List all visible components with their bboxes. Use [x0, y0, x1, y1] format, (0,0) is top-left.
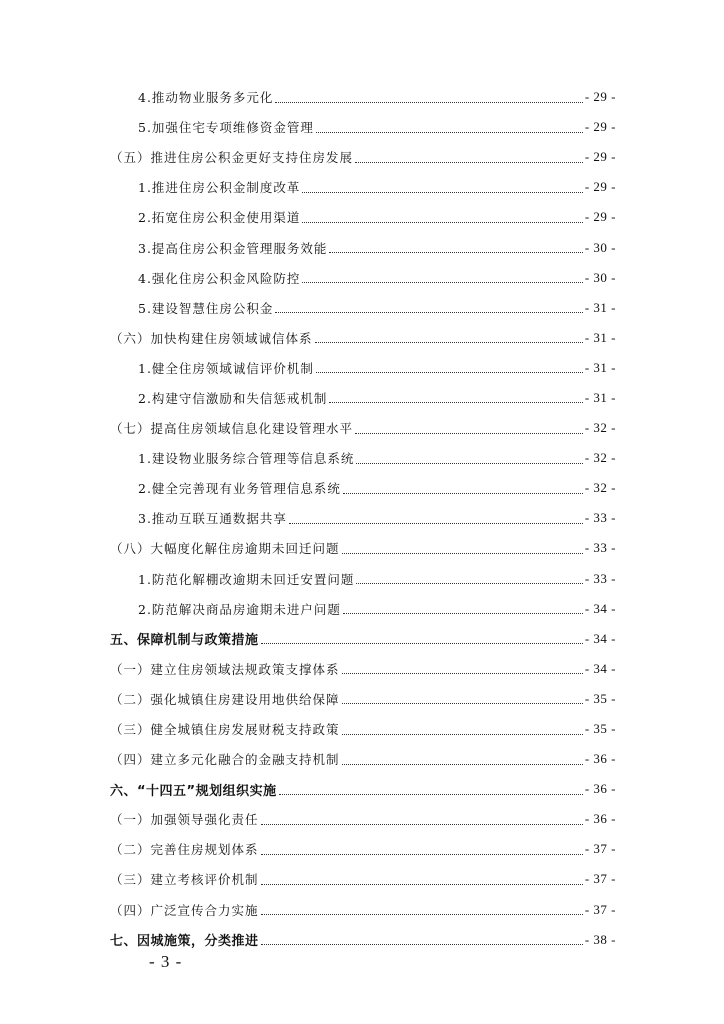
toc-entry-title: 5.加强住宅专项维修资金管理	[138, 120, 314, 136]
toc-entry[interactable]	[0, 383, 724, 413]
toc-entry-page: - 32 -	[584, 420, 616, 436]
toc-entry[interactable]	[0, 895, 724, 925]
toc-entry-title: （二）强化城镇住房建设用地供给保障	[110, 691, 340, 707]
page-number: - 3 -	[149, 952, 183, 971]
toc-entry-title: 3.提高住房公积金管理服务效能	[138, 240, 328, 256]
toc-entry-page: - 29 -	[584, 179, 616, 195]
toc-leader-dots	[289, 523, 583, 524]
toc-entry-title: （五）推进住房公积金更好支持住房发展	[110, 150, 354, 166]
toc-entry-page: - 29 -	[584, 119, 616, 135]
toc-leader-dots	[302, 192, 582, 193]
toc-entry-title: 2.健全完善现有业务管理信息系统	[138, 481, 341, 497]
toc-entry[interactable]	[0, 232, 724, 262]
toc-entry[interactable]	[0, 654, 724, 684]
toc-entry-page: - 33 -	[584, 510, 616, 526]
toc-entry-page: - 31 -	[584, 359, 616, 375]
toc-entry-page: - 29 -	[584, 209, 616, 225]
toc-leader-dots	[343, 493, 583, 494]
toc-entry-title: 5.建设智慧住房公积金	[138, 300, 274, 316]
toc-leader-dots	[329, 252, 582, 253]
toc-leader-dots	[316, 372, 583, 373]
toc-entry-page: - 30 -	[584, 239, 616, 255]
toc-entry-page: - 38 -	[584, 931, 616, 947]
toc-entry-page: - 35 -	[584, 721, 616, 737]
toc-entry[interactable]	[0, 172, 724, 202]
toc-entry-page: - 36 -	[584, 751, 616, 767]
toc-entry[interactable]	[0, 112, 724, 142]
toc-entry-title: （二）完善住房规划体系	[110, 842, 259, 858]
toc-entry-page: - 34 -	[584, 660, 616, 676]
toc-entry-title: （四）建立多元化融合的金融支持机制	[110, 752, 340, 768]
toc-leader-dots	[261, 884, 583, 885]
toc-entry[interactable]	[0, 263, 724, 293]
toc-entry[interactable]	[0, 624, 724, 654]
toc-entry-title: （一）加强领导强化责任	[110, 812, 259, 828]
toc-entry[interactable]	[0, 774, 724, 804]
toc-entry-title: 4.强化住房公积金风险防控	[138, 270, 301, 286]
toc-leader-dots	[275, 102, 582, 103]
toc-entry-title: 1.健全住房领域诚信评价机制	[138, 360, 314, 376]
toc-entry-page: - 32 -	[584, 480, 616, 496]
toc-entry-title: 2.防范解决商品房逾期未进户问题	[138, 601, 341, 617]
toc-leader-dots	[342, 764, 583, 765]
toc-leader-dots	[279, 794, 583, 795]
toc-leader-dots	[261, 824, 583, 825]
toc-entry-page: - 37 -	[584, 841, 616, 857]
toc-entry-page: - 37 -	[584, 871, 616, 887]
toc-entry[interactable]	[0, 684, 724, 714]
toc-leader-dots	[316, 132, 583, 133]
toc-entry-page: - 31 -	[584, 389, 616, 405]
toc-entry[interactable]	[0, 353, 724, 383]
toc-entry[interactable]	[0, 82, 724, 112]
toc-entry-page: - 35 -	[584, 690, 616, 706]
toc-entry[interactable]	[0, 744, 724, 774]
toc-entry[interactable]	[0, 473, 724, 503]
toc-entry-title: （七）提高住房领域信息化建设管理水平	[110, 421, 354, 437]
toc-entry[interactable]	[0, 594, 724, 624]
toc-entry[interactable]	[0, 413, 724, 443]
toc-entry[interactable]	[0, 202, 724, 232]
toc-entry-page: - 29 -	[584, 149, 616, 165]
toc-leader-dots	[355, 433, 583, 434]
toc-entry[interactable]	[0, 503, 724, 533]
toc-leader-dots	[355, 162, 583, 163]
toc-leader-dots	[261, 914, 583, 915]
toc-entry-title: 3.推动互联互通数据共享	[138, 511, 287, 527]
toc-leader-dots	[342, 673, 583, 674]
toc-leader-dots	[315, 342, 583, 343]
toc-entry-title: （八）大幅度化解住房逾期未回迁问题	[110, 541, 340, 557]
toc-entry-page: - 31 -	[584, 329, 616, 345]
toc-entry[interactable]	[0, 714, 724, 744]
toc-leader-dots	[302, 282, 582, 283]
toc-leader-dots	[261, 944, 583, 945]
table-of-contents	[0, 82, 724, 955]
toc-entry[interactable]	[0, 864, 724, 894]
toc-leader-dots	[275, 312, 582, 313]
toc-leader-dots	[329, 402, 582, 403]
toc-leader-dots	[343, 613, 583, 614]
toc-entry[interactable]	[0, 804, 724, 834]
toc-entry-page: - 31 -	[584, 299, 616, 315]
toc-entry[interactable]	[0, 564, 724, 594]
toc-entry-page: - 34 -	[584, 630, 616, 646]
toc-entry-page: - 29 -	[584, 89, 616, 105]
toc-entry-title: （一）建立住房领域法规政策支撑体系	[110, 661, 340, 677]
toc-leader-dots	[342, 703, 583, 704]
toc-entry-title: 4.推动物业服务多元化	[138, 90, 274, 106]
toc-entry-page: - 36 -	[584, 781, 616, 797]
toc-leader-dots	[261, 643, 583, 644]
toc-entry-page: - 30 -	[584, 269, 616, 285]
toc-entry-page: - 34 -	[584, 600, 616, 616]
toc-entry-page: - 32 -	[584, 450, 616, 466]
toc-entry-title: 2.构建守信激励和失信惩戒机制	[138, 390, 328, 406]
toc-entry[interactable]	[0, 293, 724, 323]
toc-entry-title: 1.建设物业服务综合管理等信息系统	[138, 451, 355, 467]
toc-leader-dots	[356, 583, 582, 584]
toc-leader-dots	[342, 553, 583, 554]
toc-entry-title: 七、因城施策，分类推进	[110, 934, 259, 950]
toc-entry[interactable]	[0, 323, 724, 353]
toc-entry[interactable]	[0, 443, 724, 473]
toc-entry[interactable]	[0, 925, 724, 955]
toc-entry-page: - 37 -	[584, 901, 616, 917]
toc-entry-title: 1.推进住房公积金制度改革	[138, 180, 301, 196]
toc-entry[interactable]	[0, 533, 724, 563]
toc-entry-page: - 33 -	[584, 540, 616, 556]
toc-entry-page: - 33 -	[584, 570, 616, 586]
toc-entry-title: 2.拓宽住房公积金使用渠道	[138, 210, 301, 226]
toc-entry[interactable]	[0, 834, 724, 864]
toc-leader-dots	[261, 854, 583, 855]
toc-entry-title: （四）广泛宣传合力实施	[110, 902, 259, 918]
toc-leader-dots	[356, 463, 582, 464]
toc-entry-page: - 36 -	[584, 811, 616, 827]
toc-entry-title: 1.防范化解棚改逾期未回迁安置问题	[138, 571, 355, 587]
toc-entry-title: 五、保障机制与政策措施	[110, 633, 259, 649]
toc-leader-dots	[302, 222, 582, 223]
toc-leader-dots	[342, 734, 583, 735]
toc-entry-title: 六、“十四五”规划组织实施	[110, 783, 277, 799]
toc-entry-title: （六）加快构建住房领域诚信体系	[110, 330, 313, 346]
toc-entry[interactable]	[0, 142, 724, 172]
toc-entry-title: （三）健全城镇住房发展财税支持政策	[110, 722, 340, 738]
toc-entry-title: （三）建立考核评价机制	[110, 872, 259, 888]
